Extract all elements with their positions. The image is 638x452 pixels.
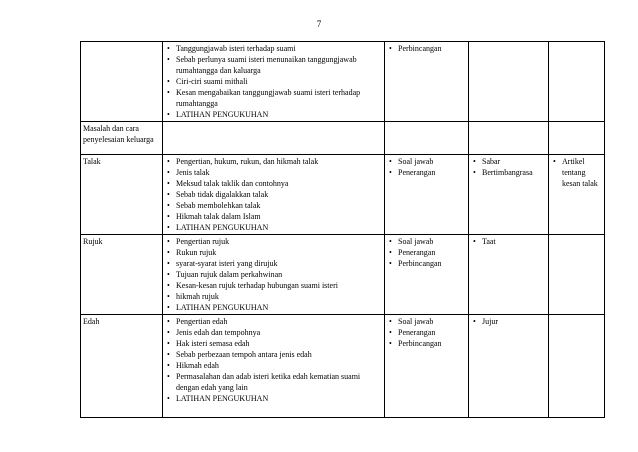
values-list bbox=[471, 236, 546, 247]
list-item: • Sebab perlunya suami isteri menunaikan tanggungjawab rumahtangga dan kaluarga bbox=[165, 54, 382, 76]
table-row bbox=[81, 122, 605, 155]
list-item: • Permasalahan dan adab isteri ketika edah kematian suami dengan edah yang lain bbox=[165, 371, 382, 393]
list-item: • Sebab membolehkan talak bbox=[165, 200, 382, 211]
list-item: • Ciri-ciri suami mithali bbox=[165, 76, 382, 87]
content-list bbox=[165, 43, 382, 120]
values-list bbox=[471, 316, 546, 327]
topic-cell: Masalah dan cara penyelesaian keluarga bbox=[81, 122, 163, 155]
list-item: • Perbincangan bbox=[387, 258, 466, 269]
list-item: • Jenis talak bbox=[165, 167, 382, 178]
syllabus-table bbox=[80, 41, 605, 418]
list-item: • Penerangan bbox=[387, 167, 466, 178]
values-cell bbox=[469, 155, 549, 235]
list-item: • Rukun rujuk bbox=[165, 247, 382, 258]
list-item: • Sebab tidak digalakkan talak bbox=[165, 189, 382, 200]
list-item: • Perbincangan bbox=[387, 338, 466, 349]
table-row bbox=[81, 155, 605, 235]
values-cell bbox=[469, 315, 549, 418]
list-item: • Pengertian rujuk bbox=[165, 236, 382, 247]
list-item: • Jujur bbox=[471, 316, 546, 327]
methods-list bbox=[387, 156, 466, 178]
methods-list bbox=[387, 43, 466, 54]
content-list bbox=[165, 316, 382, 404]
topic-cell: Talak bbox=[81, 155, 163, 235]
content-cell bbox=[163, 122, 385, 155]
list-item: • hikmah rujuk bbox=[165, 291, 382, 302]
methods-cell bbox=[385, 235, 469, 315]
page-number: 7 bbox=[316, 19, 322, 29]
content-cell bbox=[163, 42, 385, 122]
topic-cell: Edah bbox=[81, 315, 163, 418]
list-item: • Soal jawab bbox=[387, 236, 466, 247]
values-cell bbox=[469, 42, 549, 122]
list-item: • Taat bbox=[471, 236, 546, 247]
content-cell bbox=[163, 235, 385, 315]
list-item: • Tujuan rujuk dalam perkahwinan bbox=[165, 269, 382, 280]
list-item: • Kesan-kesan rujuk terhadap hubungan suami isteri bbox=[165, 280, 382, 291]
list-item: • Artikel tentang kesan talak bbox=[551, 156, 602, 189]
list-item: • Pengertian edah bbox=[165, 316, 382, 327]
table-body bbox=[81, 42, 605, 418]
list-item: • Hikmah edah bbox=[165, 360, 382, 371]
content-list bbox=[165, 156, 382, 233]
activities-cell bbox=[549, 42, 605, 122]
list-item: • Soal jawab bbox=[387, 316, 466, 327]
values-list bbox=[471, 156, 546, 178]
list-item: • Sebab perbezaan tempoh antara jenis edah bbox=[165, 349, 382, 360]
list-item: • LATIHAN PENGUKUHAN bbox=[165, 393, 382, 404]
list-item: • Penerangan bbox=[387, 247, 466, 258]
list-item: • Penerangan bbox=[387, 327, 466, 338]
table-row bbox=[81, 235, 605, 315]
list-item: • Hak isteri semasa edah bbox=[165, 338, 382, 349]
methods-list bbox=[387, 316, 466, 349]
content-cell bbox=[163, 155, 385, 235]
list-item: • Sabar bbox=[471, 156, 546, 167]
content-list bbox=[165, 236, 382, 313]
methods-list bbox=[387, 236, 466, 269]
list-item: • Kesan mengabaikan tanggungjawab suami isteri terhadap rumahtangga bbox=[165, 87, 382, 109]
list-item: • Hikmah talak dalam Islam bbox=[165, 211, 382, 222]
activities-cell bbox=[549, 315, 605, 418]
activities-cell bbox=[549, 235, 605, 315]
list-item: • Soal jawab bbox=[387, 156, 466, 167]
content-cell bbox=[163, 315, 385, 418]
activities-cell bbox=[549, 155, 605, 235]
list-item: • Bertimbangrasa bbox=[471, 167, 546, 178]
list-item: • LATIHAN PENGUKUHAN bbox=[165, 222, 382, 233]
list-item: • Tanggungjawab isteri terhadap suami bbox=[165, 43, 382, 54]
values-cell bbox=[469, 235, 549, 315]
table-row bbox=[81, 42, 605, 122]
table-row bbox=[81, 315, 605, 418]
list-item: • Perbincangan bbox=[387, 43, 466, 54]
methods-cell bbox=[385, 122, 469, 155]
methods-cell bbox=[385, 42, 469, 122]
topic-cell bbox=[81, 42, 163, 122]
activities-list bbox=[551, 156, 602, 189]
list-item: • LATIHAN PENGUKUHAN bbox=[165, 302, 382, 313]
list-item: • syarat-syarat isteri yang dirujuk bbox=[165, 258, 382, 269]
list-item: • Jenis edah dan tempohnya bbox=[165, 327, 382, 338]
list-item: • LATIHAN PENGUKUHAN bbox=[165, 109, 382, 120]
values-cell bbox=[469, 122, 549, 155]
methods-cell bbox=[385, 315, 469, 418]
methods-cell bbox=[385, 155, 469, 235]
activities-cell bbox=[549, 122, 605, 155]
list-item: • Pengertian, hukum, rukun, dan hikmah talak bbox=[165, 156, 382, 167]
list-item: • Meksud talak taklik dan contohnya bbox=[165, 178, 382, 189]
topic-cell: Rujuk bbox=[81, 235, 163, 315]
